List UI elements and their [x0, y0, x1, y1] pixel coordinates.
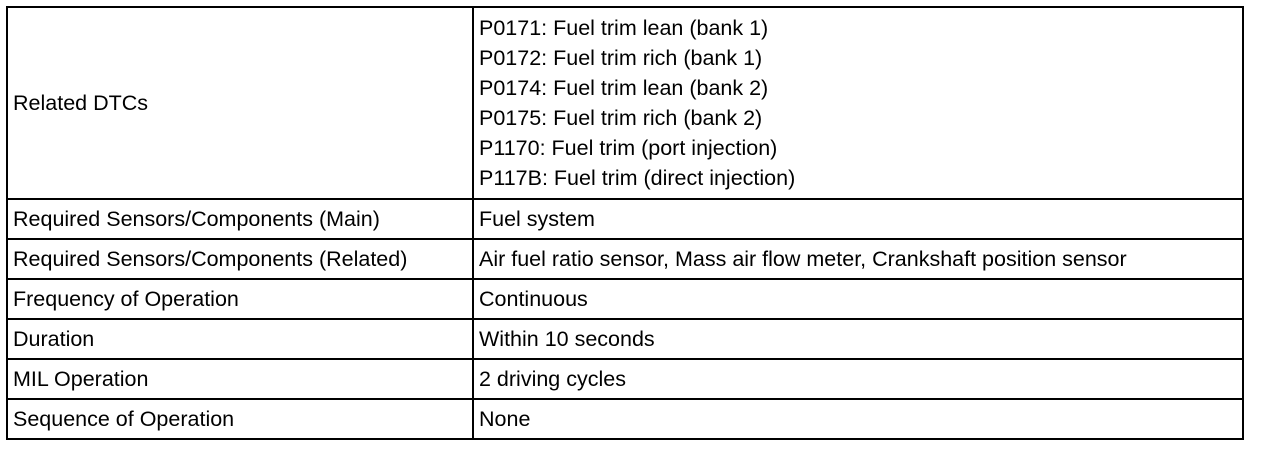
row-label: MIL Operation	[7, 359, 473, 399]
table-row-related-components	[7, 239, 1243, 279]
table-row-duration	[7, 319, 1243, 359]
dtc-item: P117B: Fuel trim (direct injection)	[479, 166, 796, 190]
row-value: 2 driving cycles	[473, 359, 1243, 399]
table-row-sequence	[7, 399, 1243, 439]
table-row-mil-operation	[7, 359, 1243, 399]
row-label: Sequence of Operation	[7, 399, 473, 439]
row-label: Frequency of Operation	[7, 279, 473, 319]
dtc-item: P0175: Fuel trim rich (bank 2)	[479, 106, 763, 130]
table-row-main-components	[7, 199, 1243, 239]
monitor-spec-table	[6, 6, 1244, 440]
row-label: Duration	[7, 319, 473, 359]
table-row-related-dtcs	[7, 7, 1243, 199]
dtc-item: P0171: Fuel trim lean (bank 1)	[479, 16, 769, 40]
row-label: Required Sensors/Components (Main)	[7, 199, 473, 239]
dtc-item: P0172: Fuel trim rich (bank 1)	[479, 46, 763, 70]
dtc-list	[473, 7, 1243, 199]
row-value: None	[473, 399, 1243, 439]
row-label: Required Sensors/Components (Related)	[7, 239, 473, 279]
dtc-item: P1170: Fuel trim (port injection)	[479, 136, 778, 160]
row-value: Within 10 seconds	[473, 319, 1243, 359]
row-value: Continuous	[473, 279, 1243, 319]
row-value: Fuel system	[473, 199, 1243, 239]
row-value: Air fuel ratio sensor, Mass air flow meter, Crankshaft position sensor	[473, 239, 1243, 279]
row-label: Related DTCs	[7, 7, 473, 199]
table-row-frequency	[7, 279, 1243, 319]
dtc-item: P0174: Fuel trim lean (bank 2)	[479, 76, 769, 100]
